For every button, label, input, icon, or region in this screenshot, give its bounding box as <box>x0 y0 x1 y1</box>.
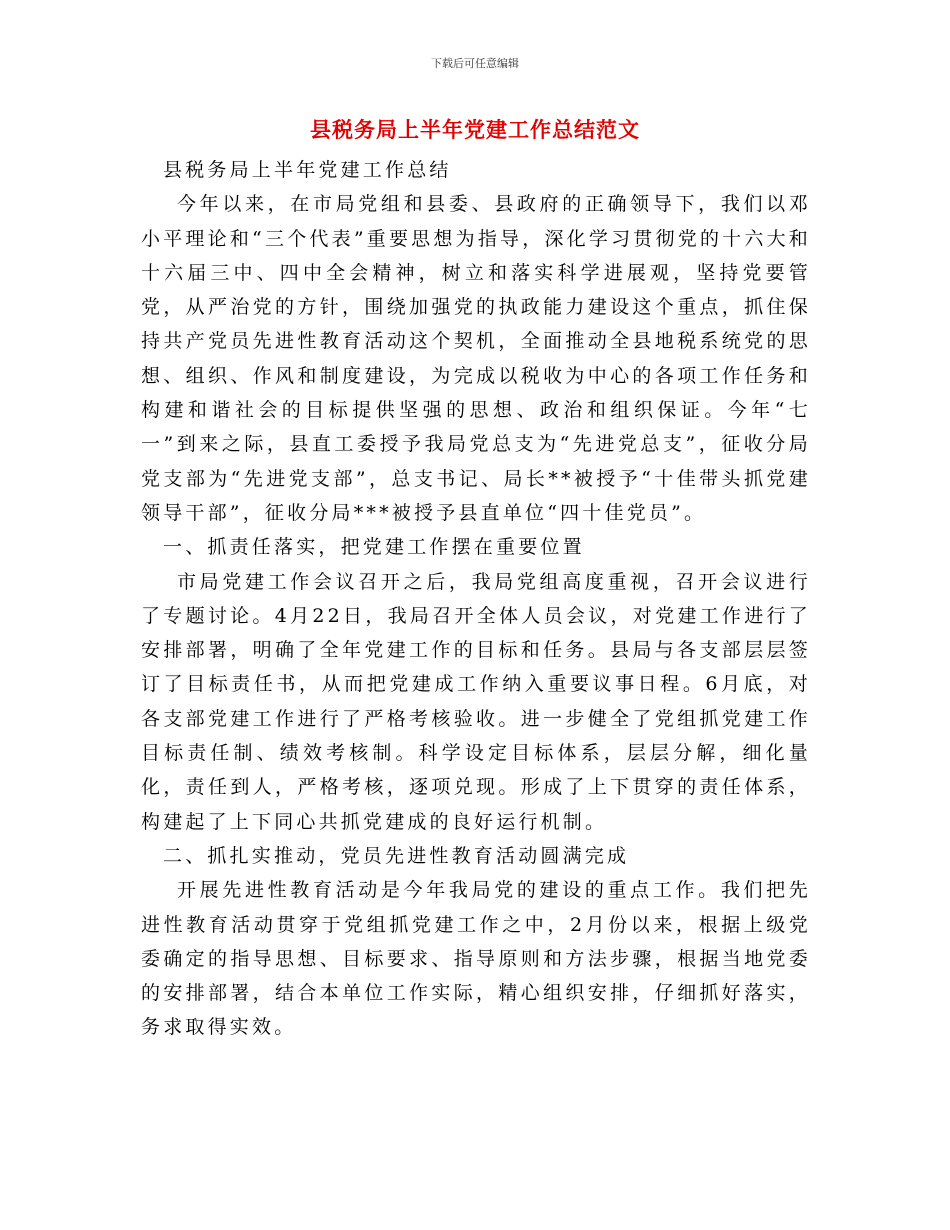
section-paragraph-2: 开展先进性教育活动是今年我局党的建设的重点工作。我们把先进性教育活动贯穿于党组抓党建工作之中，2月份以来，根据上级党委确定的指导思想、目标要求、指导原则和方法步骤，根据当地党委的安排部署，结合本单位工作实际，精心组织安排，仔细抓好落实，务求取得实效。 <box>141 879 811 1039</box>
section-paragraph-1: 市局党建工作会议召开之后，我局党组高度重视，召开会议进行了专题讨论。4月22日，我局召开全体人员会议，对党建工作进行了安排部署，明确了全年党建工作的目标和任务。县局与各支部层层签订了目标责任书，从而把党建成工作纳入重要议事日程。6月底，对各支部党建工作进行了严格考核验收。进一步健全了党组抓党建工作目标责任制、绩效考核制。科学设定目标体系，层层分解，细化量化，责任到人，严格考核，逐项兑现。形成了上下贯穿的责任体系，构建起了上下同心共抓党建成的良好运行机制。 <box>141 570 811 833</box>
intro-paragraph: 今年以来，在市局党组和县委、县政府的正确领导下，我们以邓小平理论和“三个代表”重要思想为指导，深化学习贯彻党的十六大和十六届三中、四中全会精神，树立和落实科学进展观，坚持党要管党，从严治党的方针，围绕加强党的执政能力建设这个重点，抓住保持共产党员先进性教育活动这个契机，全面推动全县地税系统党的思想、组织、作风和制度建设，为完成以税收为中心的各项工作任务和构建和谐社会的目标提供坚强的思想、政治和组织保证。今年“七一”到来之际，县直工委授予我局党总支为“先进党总支”，征收分局党支部为“先进党支部”，总支书记、局长**被授予“十佳带头抓党建领导干部”，征收分局***被授予县直单位“四十佳党员”。 <box>141 193 811 524</box>
section-heading-2: 二、抓扎实推动，党员先进性教育活动圆满完成 <box>163 844 630 867</box>
subtitle-paragraph: 县税务局上半年党建工作总结 <box>163 159 452 181</box>
header-note: 下载后可任意编辑 <box>431 57 519 70</box>
section-heading-1: 一、抓责任落实，把党建工作摆在重要位置 <box>163 536 585 559</box>
document-body <box>141 153 811 1045</box>
document-title: 县税务局上半年党建工作总结范文 <box>310 117 640 142</box>
